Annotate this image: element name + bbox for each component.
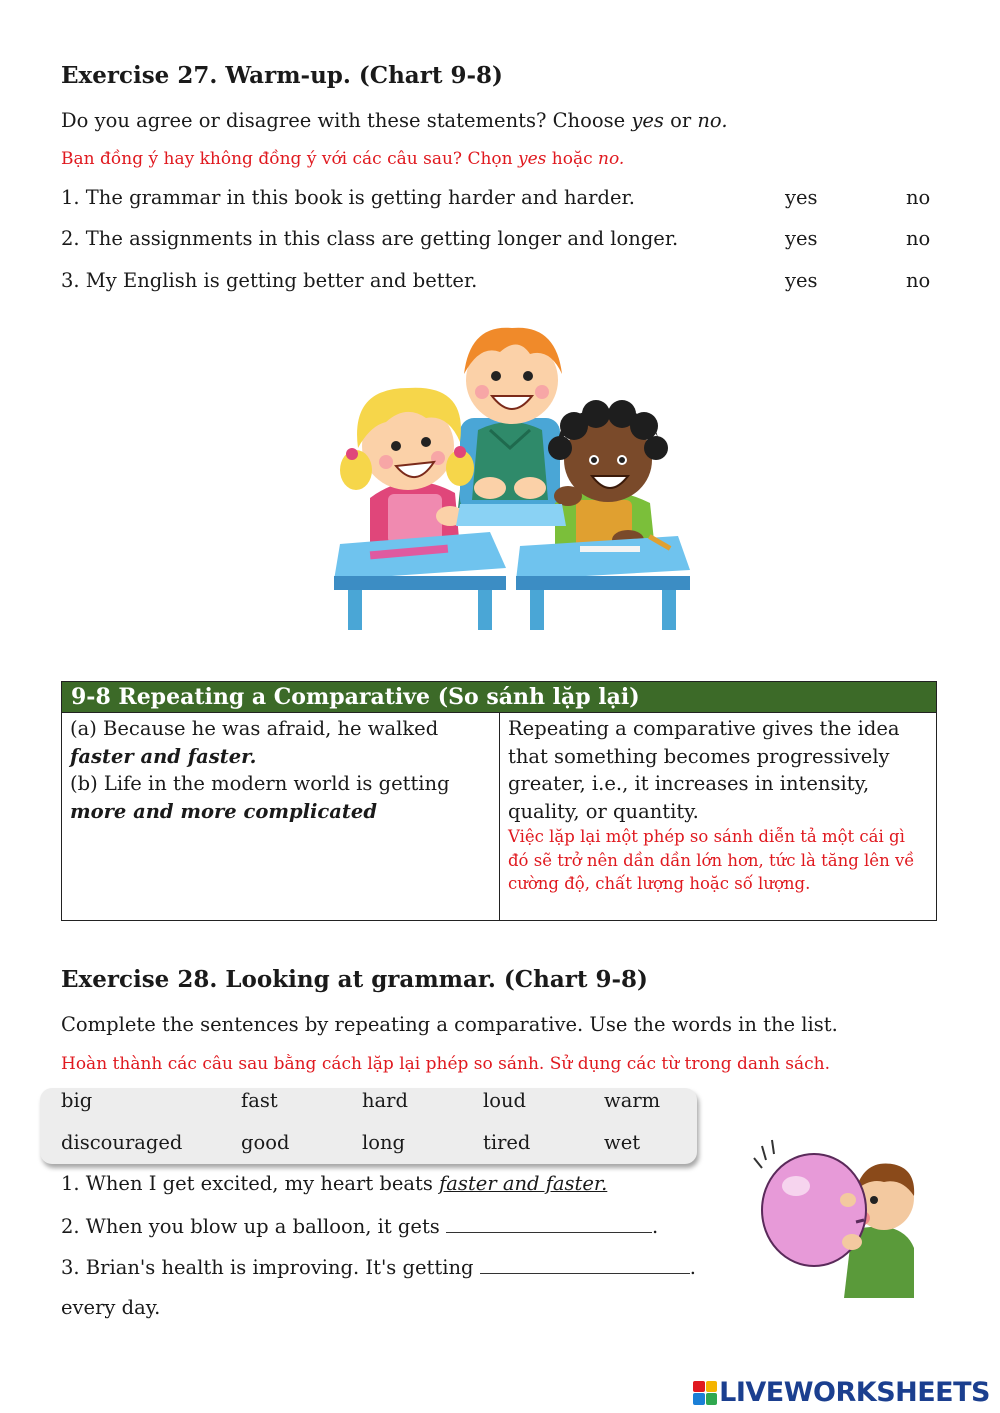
sentence-3-continuation: every day. xyxy=(61,1296,161,1319)
chart-examples xyxy=(62,713,500,920)
sentence-1-answer: faster and faster. xyxy=(439,1172,608,1195)
boy-blowing-balloon-illustration xyxy=(752,1138,922,1303)
word-item: warm xyxy=(604,1089,661,1112)
word-item: long xyxy=(362,1131,406,1154)
sentence-2-answer-blank[interactable] xyxy=(446,1214,652,1233)
word-item: tired xyxy=(483,1131,531,1154)
exercise-27-instructions: Do you agree or disagree with these statements? Choose yes or no. xyxy=(61,109,728,132)
word-item: fast xyxy=(241,1089,278,1112)
sentence-2: 2. When you blow up a balloon, it gets . xyxy=(61,1215,659,1238)
liveworksheets-logo[interactable] xyxy=(693,1377,990,1408)
liveworksheets-logo-text: LIVEWORKSHEETS xyxy=(719,1377,990,1408)
sentence-3-answer-blank[interactable] xyxy=(480,1255,690,1274)
word-item: big xyxy=(61,1089,93,1112)
statement-3: 3. My English is getting better and better. xyxy=(61,269,478,292)
exercise-28-title: Exercise 28. Looking at grammar. (Chart 9-8) xyxy=(61,966,648,993)
sentence-1: 1. When I get excited, my heart beats faster and faster. xyxy=(61,1172,608,1195)
exercise-28-instructions: Complete the sentences by repeating a comparative. Use the words in the list. xyxy=(61,1013,838,1036)
grammar-chart-9-8 xyxy=(61,681,937,921)
exercise-27-instructions-vn: Bạn đồng ý hay không đồng ý với các câu sau? Chọn yes hoặc no. xyxy=(61,149,625,169)
children-at-desks-illustration xyxy=(330,318,692,634)
example-b-text: (b) Life in the modern world is getting xyxy=(70,772,450,795)
example-a-emphasis: faster and faster. xyxy=(70,744,257,768)
word-item: discouraged xyxy=(61,1131,183,1154)
example-a-text: (a) Because he was afraid, he walked xyxy=(70,717,439,740)
statement-3-yes-option[interactable]: yes xyxy=(785,269,818,292)
statement-1-yes-option[interactable]: yes xyxy=(785,186,818,209)
statement-2-yes-option[interactable]: yes xyxy=(785,227,818,250)
example-b-emphasis: more and more complicated xyxy=(70,799,377,823)
statement-2: 2. The assignments in this class are getting longer and longer. xyxy=(61,227,679,250)
chart-title: 9-8 Repeating a Comparative (So sánh lặp lại) xyxy=(62,682,936,713)
statement-1-no-option[interactable]: no xyxy=(906,186,931,209)
exercise-28-instructions-vn: Hoàn thành các câu sau bằng cách lặp lại phép so sánh. Sử dụng các từ trong danh sách. xyxy=(61,1054,831,1074)
statement-1: 1. The grammar in this book is getting harder and harder. xyxy=(61,186,635,209)
word-item: good xyxy=(241,1131,290,1154)
statement-2-no-option[interactable]: no xyxy=(906,227,931,250)
exercise-27-title: Exercise 27. Warm-up. (Chart 9-8) xyxy=(61,62,503,89)
word-item: hard xyxy=(362,1089,408,1112)
statement-3-no-option[interactable]: no xyxy=(906,269,931,292)
explanation-text-vn: Việc lặp lại một phép so sánh diễn tả một cái gì đó sẽ trở nên dần dần lớn hơn, tức là tăng lên về cường độ, chất lượng hoặc số lượng. xyxy=(508,827,915,893)
liveworksheets-logo-icon xyxy=(693,1381,717,1405)
word-item: wet xyxy=(604,1131,641,1154)
word-item: loud xyxy=(483,1089,527,1112)
word-list-box xyxy=(40,1088,697,1164)
explanation-text: Repeating a comparative gives the idea that something becomes progressively greater, i.e., it increases in intensity, quality, or quantity. xyxy=(508,717,900,823)
sentence-3: 3. Brian's health is improving. It's getting . xyxy=(61,1256,696,1279)
chart-explanation xyxy=(500,713,936,920)
